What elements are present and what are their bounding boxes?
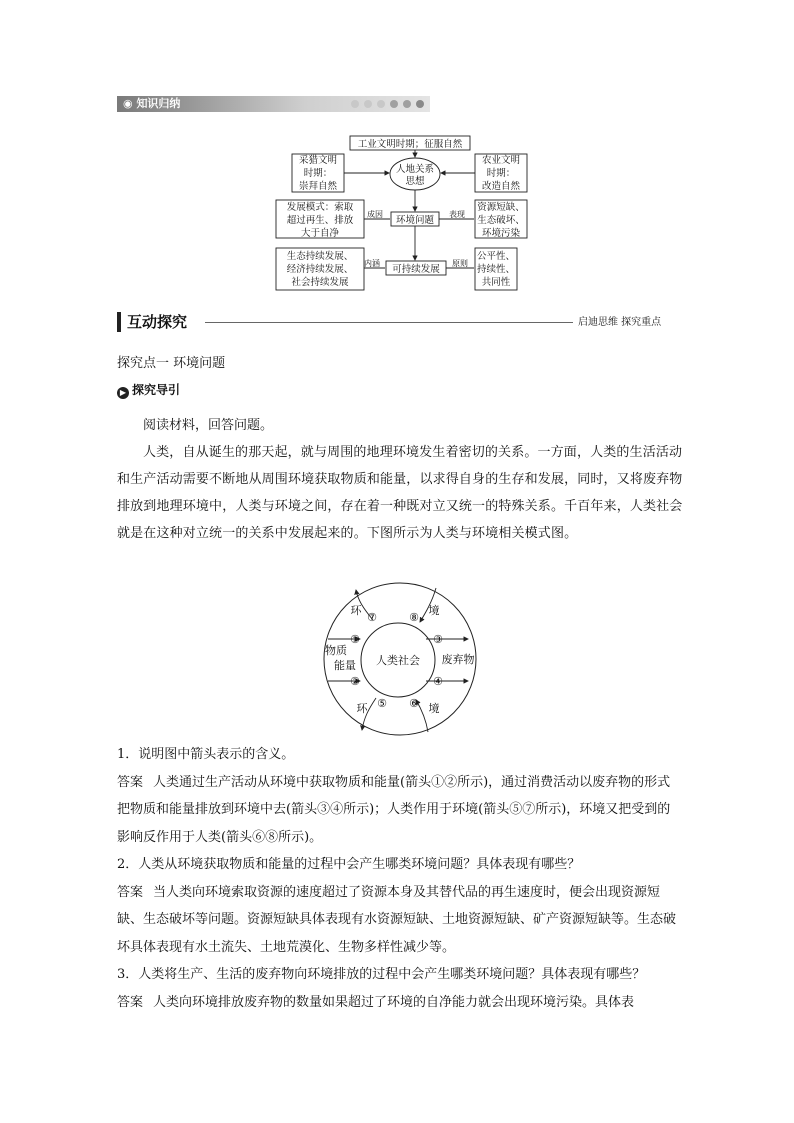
map-top: 工业文明时期；征服自然 (357, 139, 463, 150)
arrow-num-5: ⑤ (377, 697, 387, 710)
label-waste: 废弃物 (441, 653, 475, 666)
question-3: 3．人类将生产、生活的废弃物向环境排放的过程中会产生哪类环境问题？具体表现有哪些？ (117, 967, 646, 982)
map-left2-a: 发展模式：索取 (286, 202, 354, 213)
map-left3-a: 生态持续发展、 (286, 251, 354, 262)
concept-map (270, 130, 540, 292)
arrow-num-2: ② (350, 675, 360, 688)
section-bar-label: ◉ 知识归纳 (123, 97, 181, 110)
label-material: 物质 (325, 644, 347, 657)
map-right1-b: 时期： (486, 168, 516, 179)
map-left2-b: 超过再生、排放 (286, 215, 354, 226)
map-edge-show: 表现 (449, 210, 465, 219)
guide-heading (117, 380, 180, 400)
env-bottom-left: 环 (356, 702, 368, 715)
map-left1-a: 采猎文明 (298, 155, 338, 166)
map-center1-a: 人地关系 (395, 164, 435, 175)
map-right2-b: 生态破坏、 (477, 215, 525, 226)
header-divider (205, 322, 573, 323)
answer-1-text: 人类通过生产活动从环境中获取物质和能量(箭头①②所示)，通过消费活动以废弃物的形式把物质和能量排放到环境中去(箭头③④所示)；人类作用于环境(箭头⑤⑦所示)，环境又把受到的影响反作用于人类(箭头⑥⑧所示)。 (117, 774, 671, 845)
guide-label: 探究导引 (132, 383, 181, 397)
section-bar (117, 96, 430, 112)
map-left2-c: 大于自净 (300, 228, 340, 239)
qa-section (117, 741, 683, 1016)
arrow-num-1: ① (350, 633, 360, 646)
arrow-num-8: ⑧ (409, 611, 419, 624)
decorative-dots (351, 100, 424, 108)
header-mark (117, 312, 121, 332)
map-right3-b: 持续性、 (476, 264, 516, 275)
arrow-num-6: ⑥ (409, 697, 419, 710)
answer-tag: 答案 (117, 884, 144, 900)
arrow-num-4: ④ (433, 675, 443, 688)
answer-3 (117, 989, 683, 1017)
material-paragraph: 人类，自从诞生的那天起，就与周围的地理环境发生着密切的关系。一方面，人类的生活活动和生产活动需要不断地从周围环境获取物质和能量，以求得自身的生存和发展，同时，又将废弃物排放到地理环境中，人类与环境之间，存在着一种既对立又统一的特殊关系。千百年来，人类社会就是在这种对立统一的关系中发展起来的。下图所示为人类与环境相关模式图。 (117, 445, 683, 541)
map-center3: 可持续发展 (392, 264, 440, 275)
map-center2: 环境问题 (395, 215, 435, 226)
map-left1-b: 时期： (303, 168, 333, 179)
map-right2-a: 资源短缺、 (477, 202, 525, 213)
arrow-num-3: ③ (433, 633, 443, 646)
section-title: 探究点一 环境问题 (117, 356, 226, 371)
env-bottom-right: 境 (428, 702, 440, 715)
map-left1-c: 崇拜自然 (298, 181, 338, 192)
play-icon: ▶ (117, 387, 129, 399)
answer-1 (117, 769, 683, 852)
map-edge-cause: 成因 (367, 210, 383, 219)
arrow-num-7: ⑦ (367, 611, 377, 624)
map-right2-c: 环境污染 (481, 228, 521, 239)
label-energy: 能量 (334, 659, 356, 672)
map-center1-b: 思想 (405, 176, 425, 187)
question-1: 1．说明图中箭头表示的含义。 (117, 747, 295, 762)
map-edge-principle: 原则 (452, 259, 468, 268)
answer-tag: 答案 (117, 994, 144, 1010)
answer-tag: 答案 (117, 774, 144, 790)
read-instruction: 阅读材料，回答问题。 (143, 418, 274, 433)
map-left3-b: 经济持续发展、 (286, 264, 354, 275)
env-top-right: 境 (428, 604, 440, 617)
cycle-diagram (318, 580, 483, 738)
question-2: 2．人类从环境获取物质和能量的过程中会产生哪类环境问题？具体表现有哪些？ (117, 857, 581, 872)
answer-3-text: 人类向环境排放废弃物的数量如果超过了环境的自净能力就会出现环境污染。具体表 (153, 994, 635, 1010)
map-right1-c: 改造自然 (481, 181, 521, 192)
map-edge-meaning: 内涵 (364, 259, 380, 268)
env-top-left: 环 (350, 604, 362, 617)
section-bar-text: 知识归纳 (136, 97, 181, 110)
header-title: 互动探究 (127, 313, 188, 331)
answer-2-text: 当人类向环境索取资源的速度超过了资源本身及其替代品的再生速度时，便会出现资源短缺、生态破坏等问题。资源短缺具体表现有水资源短缺、土地资源短缺、矿产资源短缺等。生态破坏具体表现有水土流失、土地荒漠化、生物多样性减少等。 (117, 884, 677, 955)
human-society: 人类社会 (376, 654, 420, 667)
header-subtitle: 启迪思维 探究重点 (578, 317, 662, 328)
answer-2 (117, 879, 683, 962)
map-right1-a: 农业文明 (481, 155, 521, 166)
map-left3-c: 社会持续发展 (291, 277, 349, 288)
map-right3-c: 共同性 (481, 277, 511, 288)
map-right3-a: 公平性、 (476, 251, 516, 262)
